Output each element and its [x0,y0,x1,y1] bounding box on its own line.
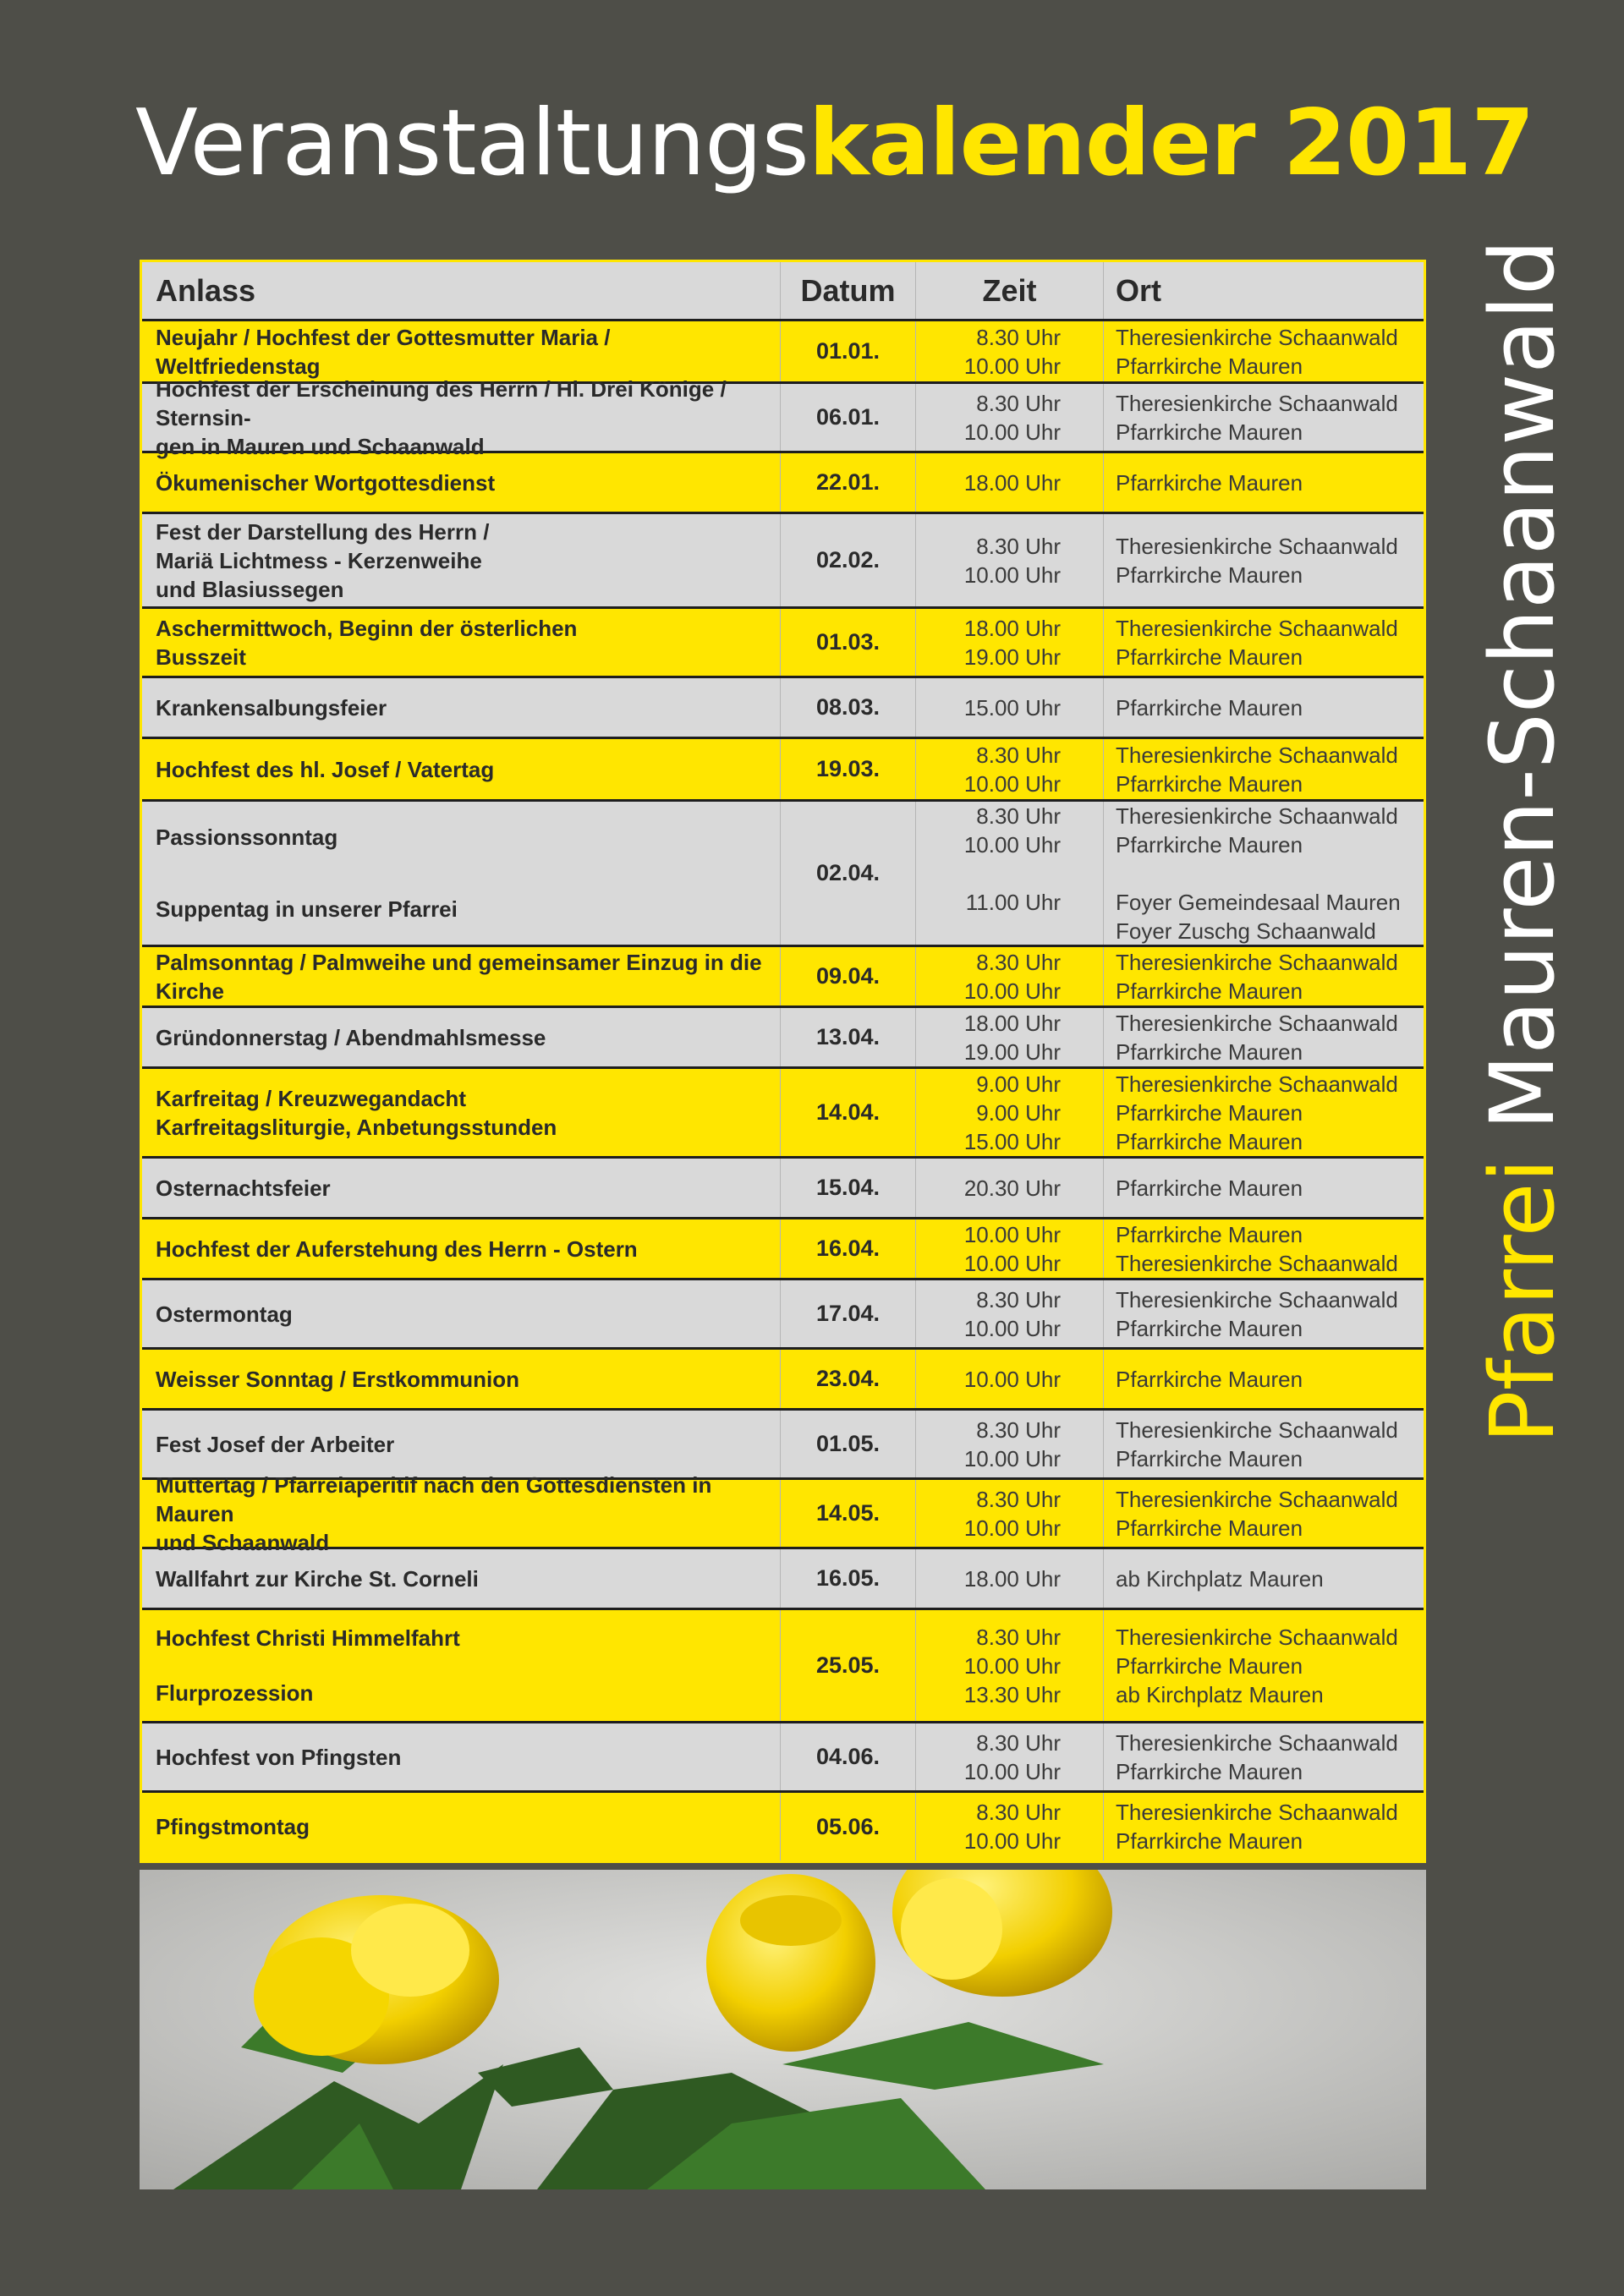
cell-datum [781,1411,916,1477]
cell-datum [781,947,916,1006]
zeit-text: 10.00 Uhr [963,1828,1061,1854]
title-part-2: kalender [808,90,1255,196]
ort-text: Theresienkirche Schaanwald [1116,390,1398,416]
zeit-text: 10.00 Uhr [963,353,1061,379]
anlass-text: Palmsonntag / Palmweihe und gemeinsamer Einzug in die Kirche [156,949,762,1004]
cell-zeit [916,1159,1104,1217]
datum-text: 16.05. [815,1565,881,1591]
zeit-text: 8.30 Uhr [976,1486,1061,1512]
zeit-text: 8.30 Uhr [976,324,1061,350]
cell-anlass [142,375,781,459]
anlass-text: Hochfest von Pfingsten [156,1744,402,1770]
winter-aconite-illustration [140,1870,1426,2189]
cell-datum [781,1793,916,1860]
ort-text: Pfarrkirche Mauren [1116,1445,1303,1471]
zeit-text: 10.00 Uhr [963,1515,1061,1541]
cell-ort [1104,1219,1424,1278]
zeit-text: 8.30 Uhr [976,742,1061,768]
cell-zeit [916,678,1104,737]
datum-text: 14.04. [815,1099,881,1125]
anlass-text: Flurprozession [156,1680,314,1707]
cell-zeit [916,1219,1104,1278]
anlass-text: Hochfest des hl. Josef / Vatertag [156,756,495,782]
zeit-text: 10.00 Uhr [963,1315,1061,1341]
anlass-text: Osternachtsfeier [156,1175,331,1201]
cell-anlass [142,1069,781,1156]
ort-text: Pfarrkirche Mauren [1116,1652,1303,1679]
ort-text: Pfarrkirche Mauren [1116,1315,1303,1341]
zeit-text: 10.00 Uhr [963,1221,1061,1247]
cell-anlass [142,1280,781,1347]
datum-text: 23.04. [815,1366,881,1391]
zeit-text: 8.30 Uhr [976,533,1061,559]
zeit-text: 11.00 Uhr [965,889,1061,915]
ort-text: Pfarrkirche Mauren [1116,694,1303,721]
cell-zeit [916,1350,1104,1408]
table-row [142,1159,1424,1219]
cell-datum [781,321,916,381]
cell-zeit [916,1411,1104,1477]
anlass-text: Hochfest der Erscheinung des Herrn / Hl. Drei Könige / Sternsin- [156,375,727,430]
cell-anlass [142,1350,781,1408]
anlass-text: Passionssonntag [156,825,338,851]
zeit-text: 9.00 Uhr [976,1071,1061,1097]
ort-text: Theresienkirche Schaanwald [1116,949,1398,975]
header-zeit: Zeit [916,262,1104,319]
cell-datum [781,739,916,799]
zeit-text: 8.30 Uhr [976,1417,1061,1443]
cell-datum [781,1008,916,1066]
ort-text: Theresienkirche Schaanwald [1116,324,1398,350]
ort-text: Theresienkirche Schaanwald [1116,1624,1398,1650]
ort-text: Pfarrkirche Mauren [1116,1175,1303,1201]
cell-zeit [916,1723,1104,1790]
anlass-text: Hochfest Christi Himmelfahrt [156,1625,460,1651]
side-parish-label [1471,239,1574,1444]
cell-anlass [142,802,781,945]
ort-text: Theresienkirche Schaanwald [1116,803,1398,829]
table-row [142,1069,1424,1159]
ort-text: Theresienkirche Schaanwald [1116,533,1398,559]
cell-zeit [916,1793,1104,1860]
cell-datum [781,453,916,512]
datum-text: 05.06. [815,1813,881,1839]
anlass-text: Wallfahrt zur Kirche St. Corneli [156,1565,479,1592]
cell-datum [781,1549,916,1608]
datum-text: 25.05. [815,1652,881,1678]
zeit-text: 18.00 Uhr [963,615,1061,641]
cell-zeit [916,1480,1104,1547]
cell-anlass [142,678,781,737]
anlass-text: Pfingstmontag [156,1814,310,1839]
zeit-text: 10.00 Uhr [963,831,1061,858]
table-row [142,1219,1424,1280]
table-header [142,262,1424,321]
datum-text: 01.03. [815,629,881,655]
zeit-text: 9.00 Uhr [976,1099,1061,1126]
table-row [142,678,1424,739]
zeit-text: 15.00 Uhr [963,1128,1061,1154]
cell-datum [781,1723,916,1790]
cell-ort [1104,1350,1424,1408]
ort-text: Pfarrkirche Mauren [1116,978,1303,1004]
cell-ort [1104,1069,1424,1156]
cell-ort [1104,802,1424,945]
ort-text: Pfarrkirche Mauren [1116,419,1303,445]
side-label-part-2: Mauren-Schaanwald [1471,239,1574,1131]
cell-datum [781,1219,916,1278]
ort-text: Foyer Zuschg Schaanwald [1116,918,1376,944]
cell-ort [1104,321,1424,381]
zeit-text: 10.00 Uhr [963,1366,1061,1392]
datum-text: 13.04. [815,1024,881,1049]
zeit-text: 18.00 Uhr [963,1010,1061,1036]
ort-text: Theresienkirche Schaanwald [1116,1486,1398,1512]
zeit-text: 10.00 Uhr [963,562,1061,588]
ort-text: Pfarrkirche Mauren [1116,469,1303,496]
anlass-text: Ökumenischer Wortgottesdienst [156,469,496,496]
zeit-text: 18.00 Uhr [963,1565,1061,1592]
ort-text: ab Kirchplatz Mauren [1116,1565,1324,1592]
table-row [142,609,1424,678]
ort-text: Pfarrkirche Mauren [1116,644,1303,670]
ort-text: Theresienkirche Schaanwald [1116,1729,1398,1756]
datum-text: 02.04. [815,860,881,885]
cell-datum [781,1350,916,1408]
ort-text: Pfarrkirche Mauren [1116,1038,1303,1065]
cell-anlass [142,514,781,606]
cell-ort [1104,739,1424,799]
table-row [142,1280,1424,1350]
ort-text: Pfarrkirche Mauren [1116,353,1303,379]
page-title [135,80,1533,207]
zeit-text: 8.30 Uhr [976,390,1061,416]
ort-text: Foyer Gemeindesaal Mauren [1116,889,1401,915]
cell-zeit [916,1008,1104,1066]
zeit-text: 8.30 Uhr [976,1624,1061,1650]
cell-ort [1104,1159,1424,1217]
flower-photo [140,1870,1426,2189]
cell-zeit [916,321,1104,381]
cell-zeit [916,802,1104,945]
table-row [142,514,1424,609]
cell-ort [1104,1480,1424,1547]
cell-ort [1104,947,1424,1006]
cell-zeit [916,609,1104,676]
zeit-text: 10.00 Uhr [963,1250,1061,1276]
cell-anlass [142,947,781,1006]
cell-zeit [916,1069,1104,1156]
anlass-text: Suppentag in unserer Pfarrei [156,896,458,922]
datum-text: 17.04. [815,1301,881,1326]
datum-text: 19.03. [815,756,881,781]
cell-anlass [142,321,781,381]
header-anlass: Anlass [142,262,781,319]
ort-text: Pfarrkirche Mauren [1116,1221,1303,1247]
table-row [142,1471,1424,1555]
table-row [142,1793,1424,1860]
cell-anlass [142,453,781,512]
table-body [142,321,1424,1860]
zeit-text: 13.30 Uhr [963,1681,1061,1707]
title-year: 2017 [1282,90,1534,196]
ort-text: Theresienkirche Schaanwald [1116,1250,1398,1276]
cell-datum [781,1069,916,1156]
cell-ort [1104,1610,1424,1721]
datum-text: 04.06. [815,1744,881,1769]
table-row [142,739,1424,802]
zeit-text: 20.30 Uhr [963,1175,1061,1201]
cell-zeit [916,453,1104,512]
cell-datum [781,1280,916,1347]
table-row [142,1723,1424,1793]
side-label-part-1: Pfarrei [1471,1158,1574,1444]
cell-zeit [916,514,1104,606]
datum-text: 16.04. [815,1236,881,1261]
cell-ort [1104,384,1424,451]
cell-zeit [916,739,1104,799]
cell-zeit [916,384,1104,451]
anlass-text: und Blasiussegen [156,576,344,602]
zeit-text: 8.30 Uhr [976,949,1061,975]
zeit-text: 10.00 Uhr [963,1758,1061,1784]
table-row [142,375,1424,459]
table-row [142,947,1424,1008]
ort-text: Pfarrkirche Mauren [1116,1366,1303,1392]
ort-text: Pfarrkirche Mauren [1116,1099,1303,1126]
cell-datum [781,514,916,606]
anlass-text: Hochfest der Auferstehung des Herrn - Ostern [156,1236,638,1262]
ort-text: Pfarrkirche Mauren [1116,1828,1303,1854]
ort-text: Theresienkirche Schaanwald [1116,615,1398,641]
cell-anlass [142,1610,781,1721]
events-table [140,260,1426,1863]
cell-zeit [916,947,1104,1006]
anlass-text: Karfreitag / Kreuzwegandacht [156,1085,466,1111]
ort-text: Pfarrkirche Mauren [1116,770,1303,797]
cell-ort [1104,678,1424,737]
datum-text: 02.02. [815,547,881,573]
anlass-text: Ostermontag [156,1301,293,1327]
ort-text: ab Kirchplatz Mauren [1116,1681,1324,1707]
title-part-1: Veranstaltungs [135,90,809,196]
cell-ort [1104,1008,1424,1066]
datum-text: 15.04. [815,1175,881,1200]
anlass-text: Neujahr / Hochfest der Gottesmutter Maria / Weltfriedenstag [156,324,611,379]
zeit-text: 8.30 Uhr [976,1800,1061,1825]
zeit-text: 19.00 Uhr [963,1038,1061,1065]
table-row [142,1610,1424,1723]
zeit-text: 10.00 Uhr [963,978,1061,1004]
zeit-text: 19.00 Uhr [963,644,1061,670]
datum-text: 01.01. [815,338,881,364]
ort-text: Pfarrkirche Mauren [1116,831,1303,858]
cell-zeit [916,1549,1104,1608]
datum-text: 06.01. [815,404,881,430]
cell-anlass [142,609,781,676]
ort-text: Pfarrkirche Mauren [1116,562,1303,588]
cell-ort [1104,1280,1424,1347]
table-row [142,1008,1424,1069]
cell-datum [781,678,916,737]
zeit-text: 15.00 Uhr [963,694,1061,721]
cell-anlass [142,1219,781,1278]
zeit-text: 8.30 Uhr [976,1286,1061,1312]
anlass-text: Mariä Lichtmess - Kerzenweihe [156,547,482,573]
datum-text: 01.05. [815,1431,881,1456]
anlass-text: Aschermittwoch, Beginn der österlichen [156,615,578,641]
anlass-text: Gründonnerstag / Abendmahlsmesse [156,1024,546,1050]
table-row [142,1549,1424,1610]
anlass-text: Weisser Sonntag / Erstkommunion [156,1366,520,1392]
zeit-text: 8.30 Uhr [976,1729,1061,1756]
cell-ort [1104,1723,1424,1790]
cell-datum [781,1159,916,1217]
datum-text: 22.01. [815,469,881,495]
zeit-text: 18.00 Uhr [963,469,1061,496]
cell-datum [781,802,916,945]
ort-text: Theresienkirche Schaanwald [1116,1286,1398,1312]
ort-text: Pfarrkirche Mauren [1116,1515,1303,1541]
cell-datum [781,609,916,676]
cell-ort [1104,514,1424,606]
cell-anlass [142,1793,781,1860]
header-datum: Datum [781,262,916,319]
datum-text: 14.05. [815,1500,881,1526]
cell-zeit [916,1280,1104,1347]
anlass-text: Muttertag / Pfarreiaperitif nach den Gottesdiensten in Mauren [156,1471,712,1526]
cell-anlass [142,739,781,799]
cell-anlass [142,1723,781,1790]
anlass-text: Busszeit [156,644,246,670]
cell-datum [781,1610,916,1721]
zeit-text: 10.00 Uhr [963,419,1061,445]
ort-text: Theresienkirche Schaanwald [1116,1800,1398,1825]
table-row [142,1350,1424,1411]
anlass-text: Krankensalbungsfeier [156,694,387,721]
ort-text: Pfarrkirche Mauren [1116,1128,1303,1154]
cell-ort [1104,1411,1424,1477]
ort-text: Theresienkirche Schaanwald [1116,1417,1398,1443]
anlass-text: Fest der Darstellung des Herrn / [156,518,490,545]
cell-ort [1104,609,1424,676]
table-row [142,802,1424,947]
cell-anlass [142,1008,781,1066]
cell-anlass [142,1471,781,1555]
ort-text: Theresienkirche Schaanwald [1116,1071,1398,1097]
datum-text: 09.04. [815,963,881,989]
anlass-text: Fest Josef der Arbeiter [156,1431,395,1457]
anlass-text: und Schaanwald [156,1529,330,1555]
cell-ort [1104,1549,1424,1608]
header-ort: Ort [1116,272,1161,308]
anlass-text: Karfreitagsliturgie, Anbetungsstunden [156,1114,557,1140]
anlass-text: gen in Mauren und Schaanwald [156,433,485,459]
ort-text: Pfarrkirche Mauren [1116,1758,1303,1784]
cell-datum [781,1480,916,1547]
zeit-text: 8.30 Uhr [976,803,1061,829]
zeit-text: 10.00 Uhr [963,1652,1061,1679]
cell-anlass [142,1549,781,1608]
cell-anlass [142,1159,781,1217]
datum-text: 08.03. [815,694,881,720]
zeit-text: 10.00 Uhr [963,770,1061,797]
cell-ort [1104,1793,1424,1860]
ort-text: Theresienkirche Schaanwald [1116,742,1398,768]
cell-anlass [142,1411,781,1477]
table-row [142,453,1424,514]
cell-datum [781,384,916,451]
cell-ort [1104,453,1424,512]
ort-text: Theresienkirche Schaanwald [1116,1010,1398,1036]
cell-zeit [916,1610,1104,1721]
zeit-text: 10.00 Uhr [963,1445,1061,1471]
